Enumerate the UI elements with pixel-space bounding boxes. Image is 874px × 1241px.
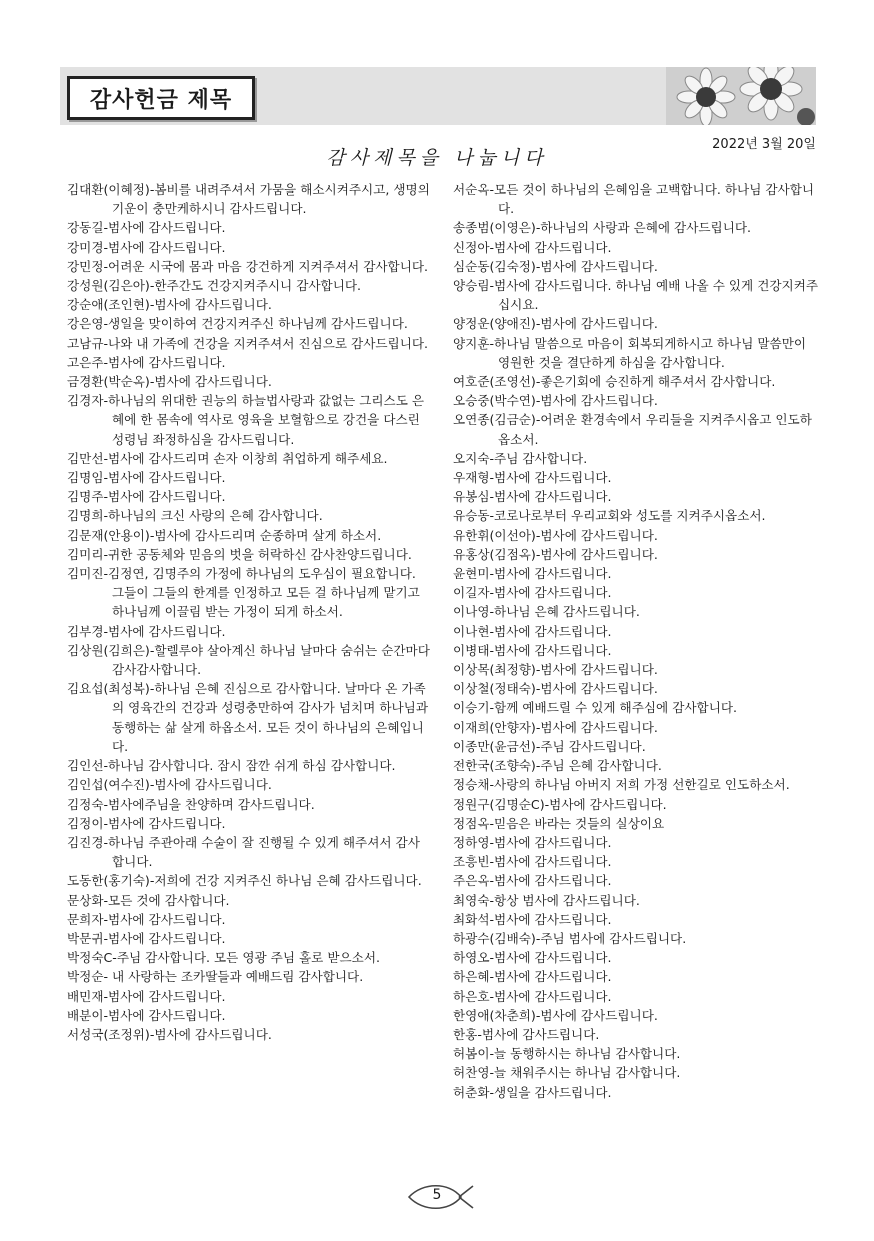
list-item: 심순동(김숙정)-범사에 감사드립니다. (453, 258, 658, 274)
list-item: 강미경-범사에 감사드립니다. (67, 239, 226, 255)
list-item: 양지훈-하나님 말씀으로 마음이 회복되게하시고 하나님 말씀만이 영원한 것을 결단하게 하심을 감사합니다. (453, 335, 807, 370)
list-item: 고은주-범사에 감사드립니다. (67, 354, 226, 370)
list-item: 김부경-범사에 감사드립니다. (67, 623, 226, 639)
list-item: 허봄이-늘 동행하시는 하나님 감사합니다. (453, 1046, 681, 1062)
list-item: 한홍-범사에 감사드립니다. (453, 1026, 600, 1042)
list-item: 오승중(박수연)-범사에 감사드립니다. (453, 393, 658, 409)
list-item: 김문재(안용이)-범사에 감사드리며 순종하며 살게 하소서. (67, 527, 382, 543)
list-item: 이재희(안향자)-범사에 감사드립니다. (453, 719, 658, 735)
list-item: 배민재-범사에 감사드립니다. (67, 988, 226, 1004)
list-item: 정승채-사랑의 하나님 아버지 저희 가정 선한길로 인도하소서. (453, 777, 790, 793)
list-item: 허춘화-생일을 감사드립니다. (453, 1084, 612, 1100)
list-item: 배분이-범사에 감사드립니다. (67, 1007, 226, 1023)
list-item: 문희자-범사에 감사드립니다. (67, 911, 226, 927)
list-item: 오연종(김금순)-어려운 환경속에서 우리들을 지켜주시옵고 인도하옵소서. (453, 412, 812, 447)
list-item: 양정운(양애진)-범사에 감사드립니다. (453, 316, 658, 332)
list-item: 오지숙-주님 감사합니다. (453, 450, 588, 466)
list-item: 김명주-범사에 감사드립니다. (67, 489, 226, 505)
right-column (453, 180, 819, 1102)
list-item: 김대환(이혜정)-봄비를 내려주셔서 가뭄을 해소시켜주시고, 생명의 기운이 충만케하시니 감사드립니다. (67, 182, 430, 217)
list-item: 하영오-범사에 감사드립니다. (453, 950, 612, 966)
list-item: 유승동-코로나로부터 우리교회와 성도를 지켜주시옵소서. (453, 508, 766, 524)
list-item: 허찬영-늘 채워주시는 하나님 감사합니다. (453, 1065, 681, 1081)
list-item: 정하영-범사에 감사드립니다. (453, 834, 612, 850)
list-item: 강순애(조인현)-범사에 감사드립니다. (67, 297, 272, 313)
list-item: 이승기-함께 예배드릴 수 있게 해주심에 감사합니다. (453, 700, 738, 716)
list-item: 김명임-범사에 감사드립니다. (67, 470, 226, 486)
list-item: 정점옥-믿음은 바라는 것들의 실상이요 (453, 815, 665, 831)
list-item: 강민정-어려운 시국에 몸과 마음 강건하게 지켜주셔서 감사합니다. (67, 258, 429, 274)
list-item: 박문귀-범사에 감사드립니다. (67, 930, 226, 946)
subtitle: 감사제목을 나눕니다 (326, 147, 548, 169)
list-item: 김요섭(최성복)-하나님 은혜 진심으로 감사합니다. 날마다 온 가족의 영육간의 건강과 성령충만하여 감사가 넘치며 하나님과 동행하는 삶 살게 하옵소서. 모든 것이 하나님의 은혜입니다. (67, 681, 428, 754)
list-item: 박정순- 내 사랑하는 조카딸들과 예배드림 감사합니다. (67, 969, 364, 985)
list-item: 이나영-하나님 은혜 감사드립니다. (453, 604, 640, 620)
list-item: 강성원(김은아)-한주간도 건강지켜주시니 감사합니다. (67, 278, 362, 294)
list-item: 하광수(김배숙)-주님 범사에 감사드립니다. (453, 930, 687, 946)
list-item: 강은영-생일을 맞이하여 건강지켜주신 하나님께 감사드립니다. (67, 316, 408, 332)
header-bar (60, 67, 816, 125)
sunflower-icon (666, 67, 816, 125)
date-label: 2022년 3월 20일 (712, 137, 816, 152)
list-item: 금경환(박순옥)-범사에 감사드립니다. (67, 374, 272, 390)
list-item: 김명희-하나님의 크신 사랑의 은혜 감사합니다. (67, 508, 323, 524)
list-item: 송종범(이영은)-하나님의 사랑과 은혜에 감사드립니다. (453, 220, 752, 236)
list-item: 서성국(조정위)-범사에 감사드립니다. (67, 1026, 272, 1042)
list-item: 이병태-범사에 감사드립니다. (453, 642, 612, 658)
list-item: 문상화-모든 것에 감사합니다. (67, 892, 230, 908)
list-item: 주은옥-범사에 감사드립니다. (453, 873, 612, 889)
list-item: 신정아-범사에 감사드립니다. (453, 239, 612, 255)
list-item: 도동한(홍기숙)-저희에 건강 지켜주신 하나님 은혜 감사드립니다. (67, 873, 422, 889)
list-item: 김미리-귀한 공동체와 믿음의 벗을 허락하신 감사찬양드립니다. (67, 546, 412, 562)
list-item: 윤현미-범사에 감사드립니다. (453, 566, 612, 582)
list-item: 최영숙-항상 범사에 감사드립니다. (453, 892, 640, 908)
list-item: 우재형-범사에 감사드립니다. (453, 470, 612, 486)
list-item: 김정숙-범사에주님을 찬양하며 감사드립니다. (67, 796, 315, 812)
list-item: 이길자-범사에 감사드립니다. (453, 585, 612, 601)
list-item: 김정이-범사에 감사드립니다. (67, 815, 226, 831)
list-item: 이상목(최정향)-범사에 감사드립니다. (453, 662, 658, 678)
list-item: 김경자-하나님의 위대한 권능의 하늘법사랑과 값없는 그리스도 은혜에 한 몸속에 역사로 영육을 보혈함으로 강건을 다스린 성령님 좌정하심을 감사드립니다. (67, 393, 425, 447)
list-item: 김진경-하나님 주관아래 수술이 잘 진행될 수 있게 해주셔서 감사합니다. (67, 834, 420, 870)
list-item: 김인섭(여수진)-범사에 감사드립니다. (67, 777, 272, 793)
list-item: 고남규-나와 내 가족에 건강을 지켜주셔서 진심으로 감사드립니다. (67, 335, 429, 351)
list-item: 김상원(김희은)-할렐루야 살아계신 하나님 날마다 숨쉬는 순간마다 감사감사합니다. (67, 642, 430, 678)
footer-fish (405, 1180, 475, 1214)
list-item: 유홍상(김점옥)-범사에 감사드립니다. (453, 546, 658, 562)
list-item: 최화석-범사에 감사드립니다. (453, 911, 612, 927)
list-item: 여호준(조영선)-좋은기회에 승진하게 해주셔서 감사합니다. (453, 374, 776, 390)
list-item: 강동길-범사에 감사드립니다. (67, 220, 226, 236)
left-column (67, 180, 432, 1044)
list-item: 박정숙C-주님 감사합니다. 모든 영광 주님 홀로 받으소서. (67, 950, 381, 966)
list-item: 양승림-범사에 감사드립니다. 하나님 예배 나올 수 있게 건강지켜주십시요. (453, 278, 819, 313)
list-item: 전한국(조향숙)-주님 은혜 감사합니다. (453, 758, 662, 774)
list-item: 조흥빈-범사에 감사드립니다. (453, 854, 612, 870)
list-item: 김인선-하나님 감사합니다. 잠시 잠깐 쉬게 하심 감사합니다. (67, 758, 396, 774)
list-item: 이상철(정태숙)-범사에 감사드립니다. (453, 681, 658, 697)
list-item: 정원구(김명순C)-범사에 감사드립니다. (453, 796, 667, 812)
page-number: 5 (432, 1187, 442, 1203)
list-item: 한영애(차춘희)-범사에 감사드립니다. (453, 1007, 658, 1023)
list-item: 하은호-범사에 감사드립니다. (453, 988, 612, 1004)
list-item: 하은혜-범사에 감사드립니다. (453, 969, 612, 985)
list-item: 이나현-범사에 감사드립니다. (453, 623, 612, 639)
list-item: 유봉심-범사에 감사드립니다. (453, 489, 612, 505)
list-item: 유한휘(이선아)-범사에 감사드립니다. (453, 527, 658, 543)
page-title: 감사헌금 제목 (67, 76, 255, 120)
list-item: 김만선-범사에 감사드리며 손자 이창희 취업하게 해주세요. (67, 450, 388, 466)
list-item: 서순옥-모든 것이 하나님의 은혜임을 고백합니다. 하나님 감사합니다. (453, 182, 815, 217)
list-item: 이종만(윤금선)-주님 감사드립니다. (453, 738, 646, 754)
list-item: 김미진-김정연, 김명주의 가정에 하나님의 도우심이 필요합니다. 그들이 그들의 한계를 인정하고 모든 걸 하나님께 맡기고 하나님께 이끌림 받는 가정이 되게 하소서. (67, 566, 420, 620)
